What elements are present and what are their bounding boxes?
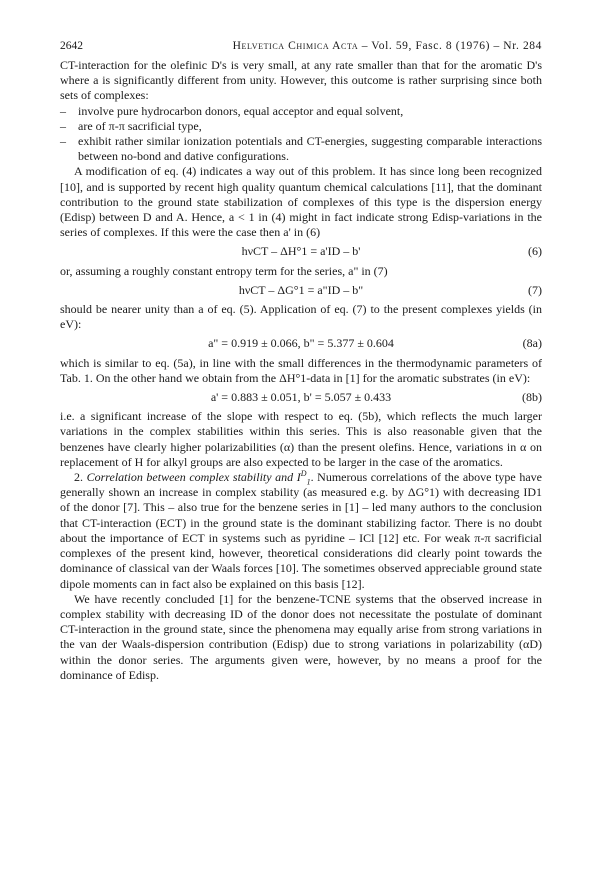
bullet-item: – exhibit rather similar ionization potentials and CT-energies, suggesting comparable interactions between no-bond and dative configurations. [60, 134, 542, 164]
paragraph-3: or, assuming a roughly constant entropy term for the series, a" in (7) [60, 263, 388, 278]
bullet-list [60, 104, 542, 165]
equation-6 [60, 244, 542, 259]
bullet-item: – are of π-π sacrificial type, [60, 119, 542, 134]
section-title [86, 469, 311, 487]
journal-line [233, 40, 542, 52]
equation-number: (8b) [522, 390, 542, 405]
paragraph-1: CT-interaction for the olefinic D's is very small, at any rate smaller than that for the aromatic D's where a is significantly different from unity. However, this outcome is rather surprising since both sets of complexes: [60, 58, 542, 103]
equation-number: (6) [528, 244, 542, 259]
journal-details: – Vol. 59, Fasc. 8 (1976) – Nr. 284 [358, 40, 542, 52]
equation-body: hνCT – ΔG°1 = a"ID – b" [238, 282, 364, 297]
paragraph-7 [60, 470, 542, 592]
equation-8b [60, 390, 542, 405]
section-title-sub: 1 [306, 477, 311, 487]
running-header [60, 40, 542, 52]
paragraph-4: should be nearer unity than a of eq. (5). Application of eq. (7) to the present complexes yields (in eV): [60, 302, 542, 332]
section-title-sup: D [300, 469, 307, 479]
equation-number: (8a) [522, 336, 542, 351]
paragraph-2: A modification of eq. (4) indicates a way out of this problem. It has since long been recognized [10], and is supported by recent high quality quantum chemical calculations [11], that the dominant contribution to the ground state stabilization of complexes of this type is the dispersion energy (Edisp) between D and A. Hence, a < 1 in (4) might in fact indicate strong Edisp-variations in the series of complexes. If this were the case then a' in (6) [60, 164, 542, 240]
paragraph-8: We have recently concluded [1] for the benzene-TCNE systems that the observed increase in complex stability with decreasing ID of the donor does not necessitate the postulate of dominant CT-interaction in the ground state, since the phenomena may equally arise from strong variations in the van der Waals-dispersion contribution (Edisp) due to strong variations in polarizability (αD) within the donor series. The arguments given were, however, by no means a proof for the dominance of Edisp. [60, 591, 542, 682]
section-number: 2. [74, 470, 87, 485]
page-number: 2642 [60, 40, 83, 52]
equation-body: a" = 0.919 ± 0.066, b" = 5.377 ± 0.604 [208, 336, 394, 351]
paragraph-6: i.e. a significant increase of the slope with respect to eq. (5b), which reflects the much larger variations in the complex stabilities within this series. This is also reasonable given that the benzenes have clearly higher polarizabilities (α) than the present olefins. Hence, variations in α on replacement of H for alkyl groups are also expected to be larger in the case of the aromatics. [60, 409, 542, 469]
bullet-item: – involve pure hydrocarbon donors, equal acceptor and equal solvent, [60, 104, 542, 119]
equation-number: (7) [528, 282, 542, 297]
page [60, 40, 542, 683]
equation-8a [60, 336, 542, 351]
paragraph-5: which is similar to eq. (5a), in line with the small differences in the thermodynamic parameters of Tab. 1. On the other hand we obtain from the ΔH°1-data in [1] for the aromatic substrates (in eV): [60, 355, 542, 385]
equation-body: a' = 0.883 ± 0.051, b' = 5.057 ± 0.433 [210, 390, 392, 405]
equation-body: hνCT – ΔH°1 = a'ID – b' [241, 244, 361, 259]
section-title-text: Correlation between complex stability and I [86, 470, 301, 485]
equation-7 [60, 283, 542, 298]
section-body: . Numerous correlations of the above type have generally shown an increase in complex stability (as measured e.g. by ΔG°1) with decreasing ID1 of the donor [7]. This – also true for the benzene series in [1] – led many authors to the conclusion that CT-interaction (ECT) in the ground state is the dominant stabilizing factor. There is no doubt about the importance of ECT in systems such as pyridine – ICl [12] etc. For weak π-π sacrificial complexes of the present kind, however, theoretical considerations did clearly point towards the dominance of classical van der Waals forces [10]. The sometimes observed appreciable ground state dipole moments can in fact also be explained on this basis [12]. [60, 470, 542, 591]
journal-name: Helvetica Chimica Acta [232, 40, 359, 52]
